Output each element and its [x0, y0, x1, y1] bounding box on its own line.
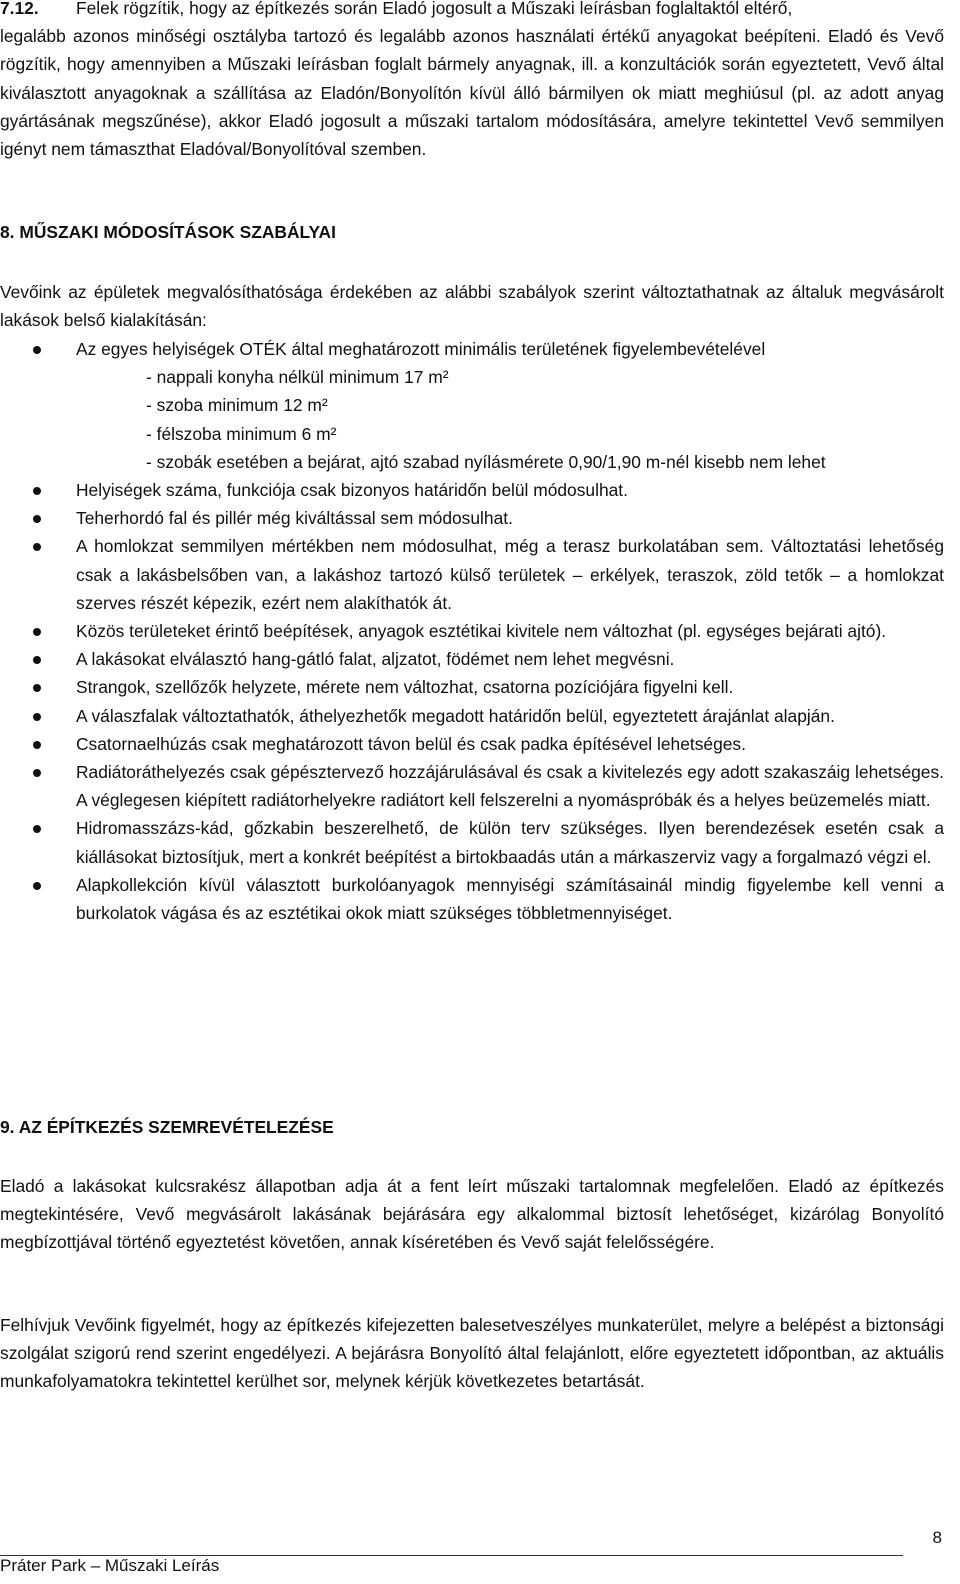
section-7-12-text-start: Felek rögzítik, hogy az építkezés során Eladó jogosult a Műszaki leírásban foglaltaktól eltérő, — [76, 0, 793, 18]
room-minimums-sublist — [76, 363, 944, 476]
list-item-text: Közös területeket érintő beépítések, anyagok esztétikai kivitele nem változhat (pl. egységes bejárati ajtó). — [76, 621, 887, 642]
section-7-12-text-rest: legalább azonos minőségi osztályba tartozó és legalább azonos használati értékű anyagokat beépíteni. Eladó és Vevő rögzítik, hogy amennyiben a Műszaki leírásban foglalt bármely anyagnak, ill. a konzultációk során egyeztetett, Vevő által kiválasztott anyagoknak a szállítása az Eladón/Bonyolítón kívül álló bármilyen ok miatt meghiúsul (pl. az adott anyag gyártásának megszűnése), akkor Eladó jogosult a műszaki tartalom módosítására, amelyre tekintettel Vevő semmilyen igényt nem támaszthat Eladóval/Bonyolítóval szemben. — [0, 26, 944, 160]
list-item-text: Hidromasszázs-kád, gőzkabin beszerelhető, de külön terv szükséges. Ilyen berendezések esetén csak a kiállásokat biztosítjuk, mert a konkrét beépítést a birtokbaadás után a márkaszerviz vagy a forgalmazó végzi el. — [76, 818, 944, 867]
list-item-text: Alapkollekción kívül választott burkolóanyagok mennyiségi számításainál mindig figyelembe kell venni a burkolatok vágása és az esztétikai okok miatt szükséges többletmennyiséget. — [76, 874, 944, 924]
list-item — [0, 673, 944, 701]
list-item — [0, 504, 944, 532]
sub-item: - félszoba minimum 6 m² — [146, 423, 337, 444]
section-9-paragraph: Felhívjuk Vevőink figyelmét, hogy az építkezés kifejezetten balesetveszélyes munkaterület, melyre a belépést a biztonsági szolgálat szigorú rend szerint engedélyezi. A bejárásra Bonyolító által felajánlott, előre egyeztetett időpontban, az aktuális munkafolyamatokra tekintettel kerülhet sor, melynek kérjük következetes betartását. — [0, 1315, 944, 1392]
list-item — [0, 532, 944, 617]
bullet-icon — [33, 825, 41, 833]
footer-title: Práter Park – Műszaki Leírás — [0, 1556, 220, 1575]
bullet-icon — [33, 628, 41, 636]
list-item — [0, 645, 944, 673]
page-number: 8 — [932, 1528, 942, 1547]
bullet-icon — [33, 713, 41, 721]
bullet-icon — [33, 656, 41, 664]
list-item-text: A lakásokat elválasztó hang-gátló falat, aljzatot, födémet nem lehet megvésni. — [76, 649, 675, 670]
list-item-text: Radiátoráthelyezés csak gépésztervező hozzájárulásával és csak a kivitelezés egy adott szakaszáig lehetséges. A véglegesen kiépített radiátorhelyekre radiátort kell felszerelni a nyomáspróbák és a helyes beüzemelés miatt. — [76, 762, 944, 811]
sub-item: - szoba minimum 12 m² — [146, 395, 328, 416]
list-item — [0, 871, 944, 927]
bullet-icon — [33, 346, 41, 354]
sub-item: - nappali konyha nélkül minimum 17 m² — [146, 367, 449, 388]
bullet-icon — [33, 684, 41, 692]
section-9-paragraph: Eladó a lakásokat kulcsrakész állapotban adja át a fent leírt műszaki tartalomnak megfelelően. Eladó az építkezés megtekintésére, Vevő megvásárolt lakásának bejárására egy alkalommal biztosít lehetőséget, kizárólag Bonyolító megbízottjával történő egyeztetést követően, annak kíséretében és Vevő saját felelősségére. — [0, 1176, 944, 1253]
list-item — [0, 814, 944, 870]
list-item-text: Teherhordó fal és pillér még kiváltással sem módosulhat. — [76, 508, 513, 529]
bullet-icon — [33, 487, 41, 495]
bullet-icon — [33, 515, 41, 523]
section-number: 7.12. — [0, 0, 39, 18]
list-item-text: A homlokzat semmilyen mértékben nem módosulhat, még a terasz burkolatában sem. Változtatási lehetőség csak a lakásbelsőben van, a lakáshoz tartozó külső területek – erkélyek, teraszok, zöld tetők – a homlokzat szerves részét képezik, ezért nem alakíthatók át. — [76, 536, 944, 613]
bullet-icon — [33, 882, 41, 890]
section-7-12-first-line — [0, 0, 944, 22]
sub-item: - szobák esetében a bejárat, ajtó szabad nyílásmérete 0,90/1,90 m-nél kisebb nem lehet — [146, 451, 826, 472]
list-item — [0, 617, 944, 645]
section-8-intro: Vevőink az épületek megvalósíthatósága érdekében az alábbi szabályok szerint változtathatnak az általuk megvásárolt lakások belső kialakításán: — [0, 282, 944, 331]
bullet-icon — [33, 543, 41, 551]
list-item-text: Helyiségek száma, funkciója csak bizonyos határidőn belül módosulhat. — [76, 480, 628, 501]
section-9-heading: 9. AZ ÉPÍTKEZÉS SZEMREVÉTELEZÉSE — [0, 1117, 334, 1137]
bullet-icon — [33, 741, 41, 749]
list-item-text: Strangok, szellőzők helyzete, mérete nem változhat, csatorna pozíciójára figyelni kell. — [76, 677, 734, 698]
list-item — [0, 702, 944, 730]
bullet-icon — [33, 769, 41, 777]
list-item-text: Csatornaelhúzás csak meghatározott távon belül és csak padka építésével lehetséges. — [76, 733, 746, 754]
list-item — [0, 335, 944, 476]
list-item — [0, 758, 944, 814]
modification-rules-list — [0, 335, 944, 927]
section-7-12 — [0, 0, 944, 163]
list-item-text: Az egyes helyiségek OTÉK által meghatározott minimális területének figyelembevételével — [76, 339, 766, 359]
section-8-heading: 8. MŰSZAKI MÓDOSÍTÁSOK SZABÁLYAI — [0, 222, 336, 242]
list-item — [0, 476, 944, 504]
list-item-text: A válaszfalak változtathatók, áthelyezhetők megadott határidőn belül, egyeztetett árajánlat alapján. — [76, 705, 835, 726]
list-item — [0, 730, 944, 758]
